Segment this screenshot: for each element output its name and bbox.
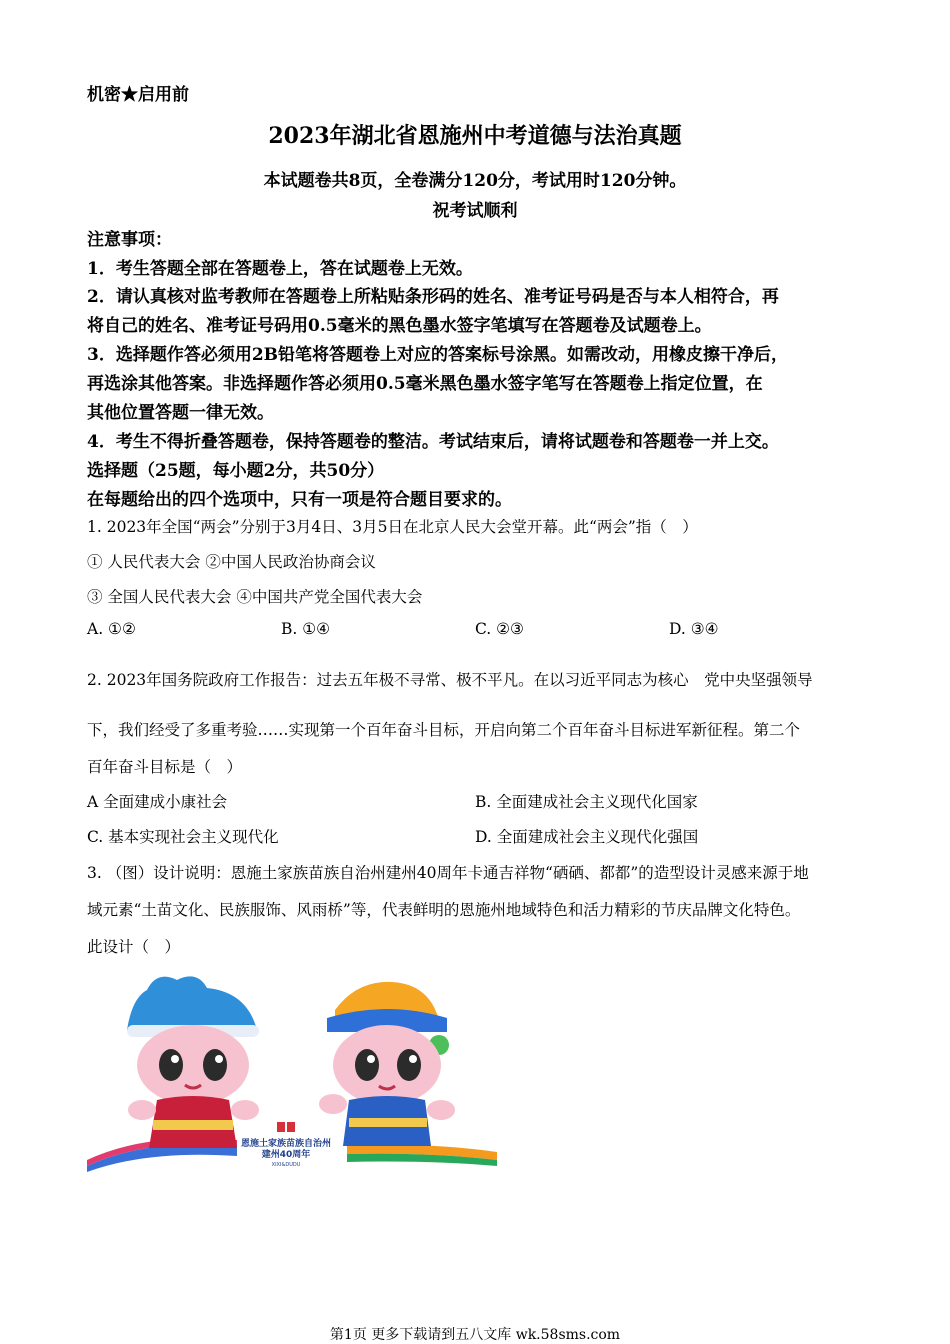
mascot-xixi xyxy=(127,976,259,1148)
xixi-hand-right xyxy=(231,1100,259,1120)
q1-stem: 1. 2023年全国“两会”分别于3月4日、3月5日在北京人民大会堂开幕。此“两会”指（ ） xyxy=(87,518,698,536)
page-title: 2023年湖北省恩施州中考道德与法治真题 xyxy=(268,123,682,149)
note-line: 3．选择题作答必须用2B铅笔将答题卷上对应的答案标号涂黑。如需改动，用橡皮擦干净后， xyxy=(87,345,789,365)
seal-right xyxy=(287,1122,295,1132)
q3-stem-line: 此设计（ ） xyxy=(87,938,181,956)
secret-label: 机密★启用前 xyxy=(87,85,189,105)
figure-caption-1: 恩施土家族苗族自治州 xyxy=(240,1139,332,1149)
dudu-hand-right xyxy=(427,1100,455,1120)
xixi-eye-left xyxy=(159,1049,183,1081)
q2-option-b: B. 全面建成社会主义现代化国家 xyxy=(475,793,698,811)
dudu-eye-right xyxy=(397,1049,421,1081)
exam-subtitle: 本试题卷共8页，全卷满分120分，考试用时120分钟。 xyxy=(263,171,687,191)
q2-stem-line: 百年奋斗目标是（ ） xyxy=(87,758,243,776)
q2-stem-line: 下，我们经受了多重考验……实现第一个百年奋斗目标，开启向第二个百年奋斗目标进军新征程。第二个 xyxy=(87,721,801,739)
q3-stem-line: 域元素“土苗文化、民族服饰、风雨桥”等，代表鲜明的恩施州地域特色和活力精彩的节庆品牌文化特色。 xyxy=(87,901,801,919)
dudu-face xyxy=(333,1025,441,1105)
dudu-eye-left xyxy=(355,1049,379,1081)
xixi-hat xyxy=(127,976,257,1030)
page-footer: 第1页 更多下载请到五八文库 wk.58sms.com xyxy=(329,1327,621,1343)
q1-option-d: D. ③④ xyxy=(669,620,719,638)
notes-heading: 注意事项： xyxy=(87,230,172,250)
q1-item: ③ 全国人民代表大会 ④中国共产党全国代表大会 xyxy=(87,588,423,606)
ribbon-swoosh-blue xyxy=(87,1144,237,1172)
section-heading: 选择题（25题，每小题2分，共50分） xyxy=(87,461,385,481)
note-line: 将自己的姓名、准考证号码用0.5毫米的黑色墨水签字笔填写在答题卷及试题卷上。 xyxy=(87,316,712,336)
exam-wish: 祝考试顺利 xyxy=(432,201,518,221)
note-line: 1．考生答题全部在答题卷上，答在试题卷上无效。 xyxy=(87,259,473,279)
xixi-hand-left xyxy=(128,1100,156,1120)
seal-left xyxy=(277,1122,285,1132)
dudu-hand-left xyxy=(319,1094,347,1114)
xixi-eye-right xyxy=(203,1049,227,1081)
note-line: 其他位置答题一律无效。 xyxy=(87,403,274,423)
figure-caption-3: XIXI&DUDU xyxy=(271,1162,301,1168)
q1-item: ① 人民代表大会 ②中国人民政治协商会议 xyxy=(87,553,376,571)
mascot-dudu xyxy=(319,982,455,1146)
q1-option-b: B. ①④ xyxy=(281,620,331,638)
q3-stem-line: 3. （图）设计说明：恩施土家族苗族自治州建州40周年卡通吉祥物“硒硒、都都”的造型设计灵感来源于地 xyxy=(87,864,809,882)
xixi-face xyxy=(137,1025,249,1105)
figure-caption-2: 建州40周年 xyxy=(261,1150,311,1160)
mascot-figure xyxy=(87,970,497,1182)
q1-option-c: C. ②③ xyxy=(475,620,524,638)
q2-option-d: D. 全面建成社会主义现代化强国 xyxy=(475,828,699,846)
note-line: 2．请认真核对监考教师在答题卷上所粘贴条形码的姓名、准考证号码是否与本人相符合，再 xyxy=(87,287,779,307)
q2-option-a: A 全面建成小康社会 xyxy=(87,793,228,811)
note-line: 再选涂其他答案。非选择题作答必须用0.5毫米黑色墨水签字笔写在答题卷上指定位置，在 xyxy=(87,374,763,394)
section-instruction: 在每题给出的四个选项中，只有一项是符合题目要求的。 xyxy=(87,490,512,510)
q2-option-c: C. 基本实现社会主义现代化 xyxy=(87,828,279,846)
note-line: 4．考生不得折叠答题卷，保持答题卷的整洁。考试结束后，请将试题卷和答题卷一并上交。 xyxy=(87,432,779,452)
q2-stem-line: 2. 2023年国务院政府工作报告：过去五年极不寻常、极不平凡。在以习近平同志为核心 党中央坚强领导 xyxy=(87,671,813,689)
q1-option-a: A. ①② xyxy=(87,620,136,638)
